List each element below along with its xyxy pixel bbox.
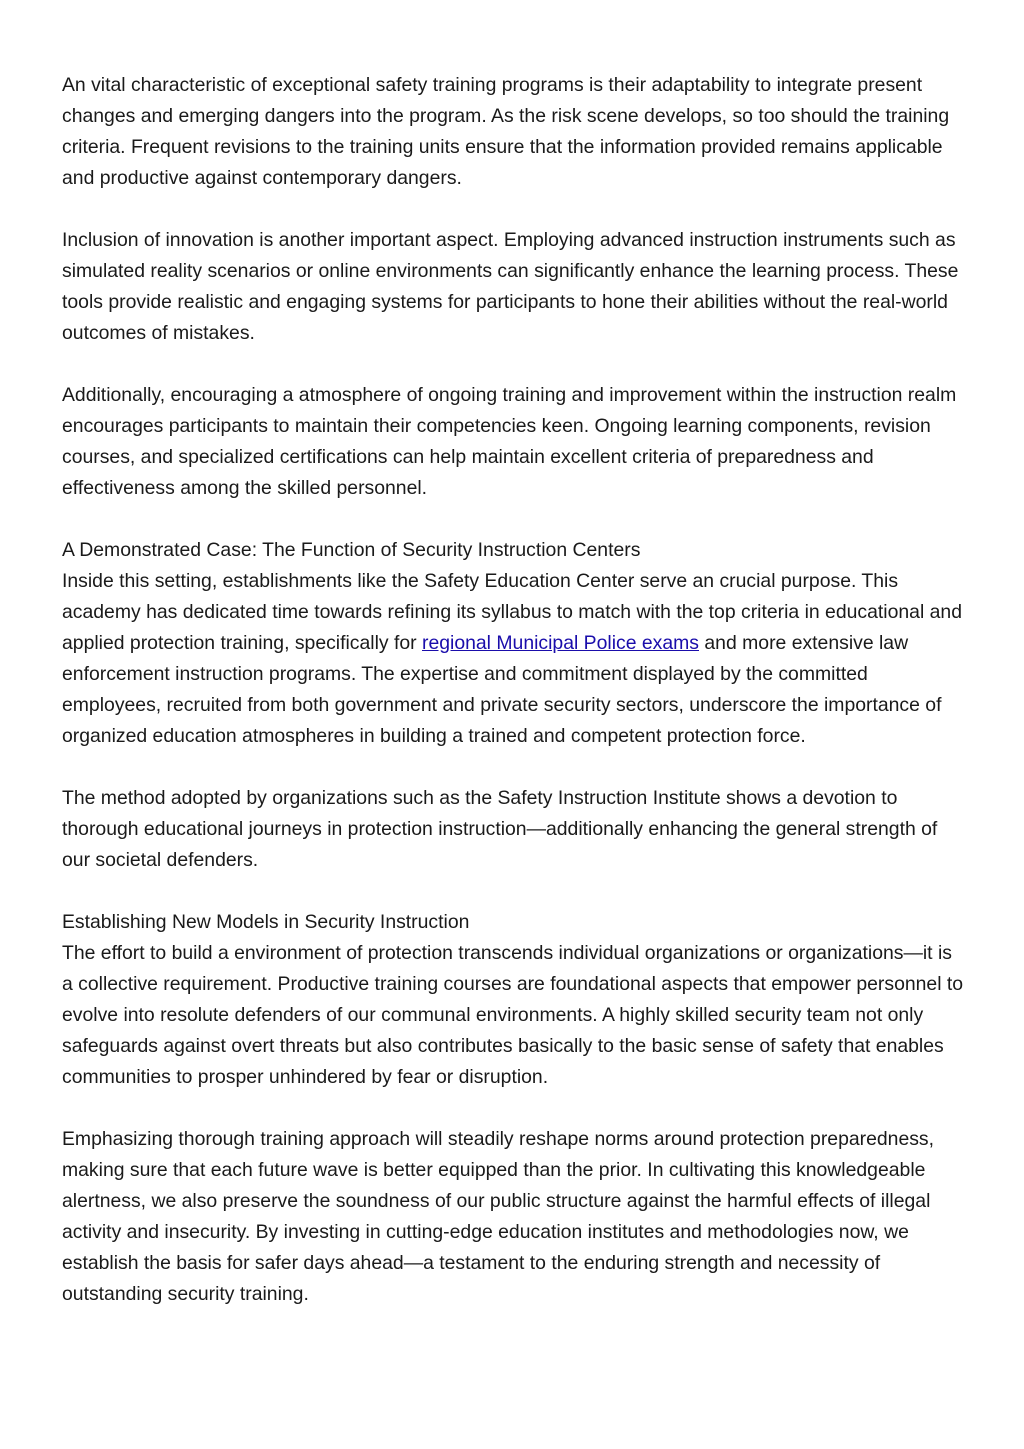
paragraph-method-adopted: The method adopted by organizations such as the Safety Instruction Institute shows a devotion to thorough educational journeys in protection instruction—additionally enhancing the general strength of our societal defenders.	[62, 787, 938, 871]
paragraph-ongoing-training: Additionally, encouraging a atmosphere of ongoing training and improvement within the instruction realm encourages participants to maintain their competencies keen. Ongoing learning components, revision courses, and specialized certifications can help maintain excellent criteria of preparedness and effectiveness among the skilled personnel.	[62, 384, 957, 499]
paragraph-collective-requirement: The effort to build a environment of protection transcends individual organizations or organizations—it is a collective requirement. Productive training courses are foundational aspects that empower personnel to evolve into resolute defenders of our communal environments. A highly skilled security team not only safeguards against overt threats but also contributes basically to the basic sense of safety that enables communities to prosper unhindered by fear or disruption.	[62, 942, 964, 1088]
municipal-police-exams-link[interactable]: regional Municipal Police exams	[422, 632, 699, 654]
section-heading-new-models: Establishing New Models in Security Instruction	[62, 911, 470, 933]
paragraph-text-before-link: Inside this setting, establishments like the Safety Education Center serve an crucial purpose. This academy has dedicated time towards refining its syllabus to match with the top criteria in educational and applied protection training, specifically for	[62, 570, 962, 654]
paragraph-innovation: Inclusion of innovation is another important aspect. Employing advanced instruction instruments such as simulated reality scenarios or online environments can significantly enhance the learning process. These tools provide realistic and engaging systems for participants to hone their abilities without the real-world outcomes of mistakes.	[62, 229, 959, 344]
section-heading-demonstrated-case: A Demonstrated Case: The Function of Security Instruction Centers	[62, 539, 641, 561]
document-body	[62, 70, 967, 1341]
paragraph-security-centers	[62, 566, 967, 752]
paragraph-text-after-link: and more extensive law enforcement instruction programs. The expertise and commitment displayed by the committed employees, recruited from both government and private security sectors, underscore the importance of organized education atmospheres in building a trained and competent protection force.	[62, 632, 942, 747]
paragraph-adaptability: An vital characteristic of exceptional safety training programs is their adaptability to integrate present changes and emerging dangers into the program. As the risk scene develops, so too should the training criteria. Frequent revisions to the training units ensure that the information provided remains applicable and productive against contemporary dangers.	[62, 74, 950, 189]
paragraph-conclusion: Emphasizing thorough training approach will steadily reshape norms around protection preparedness, making sure that each future wave is better equipped than the prior. In cultivating this knowledgeable alertness, we also preserve the soundness of our public structure against the harmful effects of illegal activity and insecurity. By investing in cutting-edge education institutes and methodologies now, we establish the basis for safer days ahead—a testament to the enduring strength and necessity of outstanding security training.	[62, 1128, 935, 1305]
